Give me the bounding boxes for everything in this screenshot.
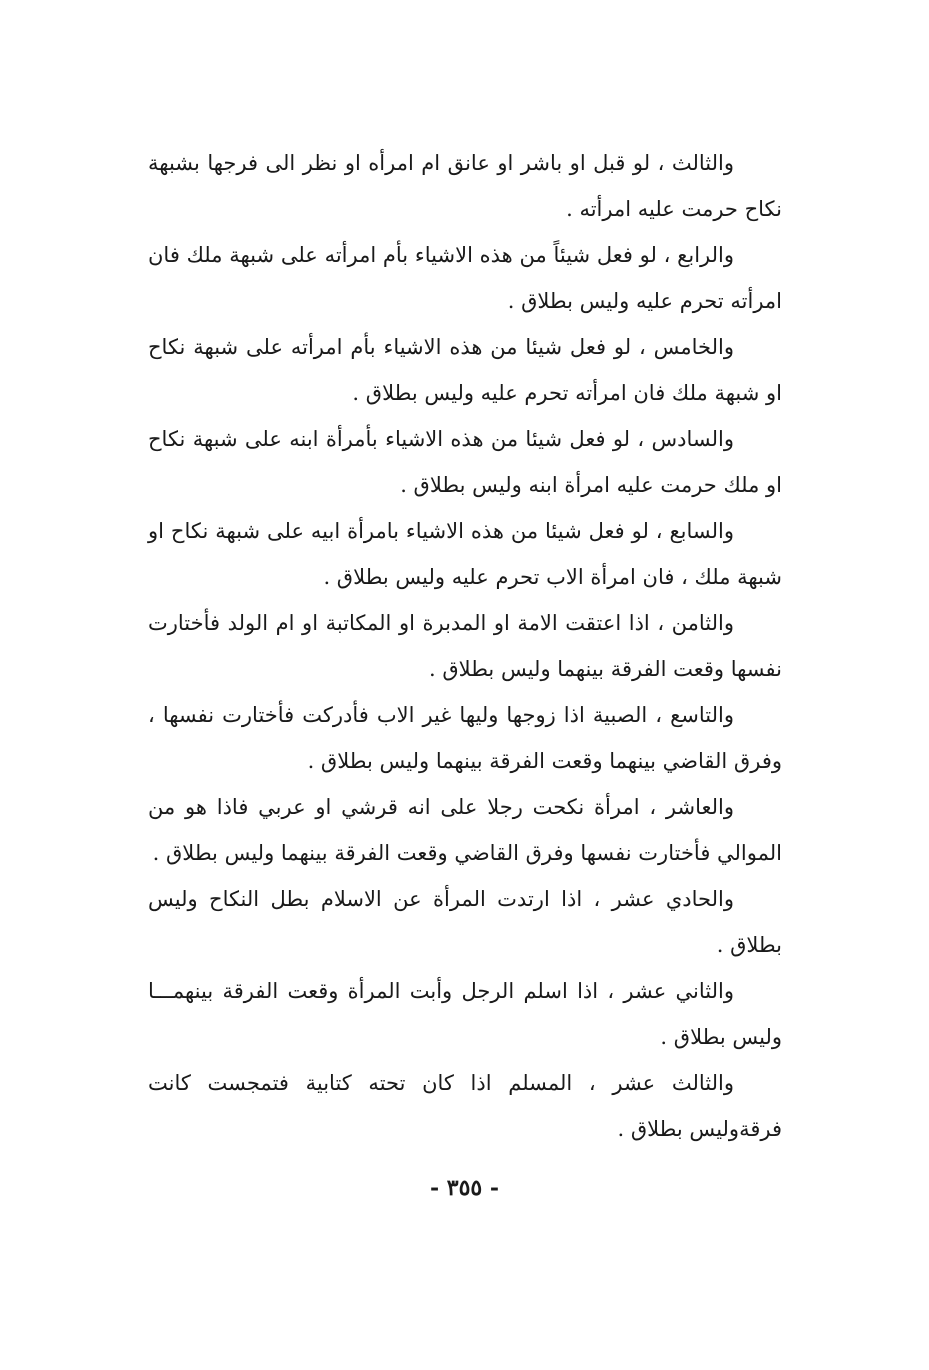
paragraph-ninth: والتاسع ، الصبية اذا زوجها وليها غير الاب فأدركت فأختارت نفسها ، وفرق القاضي بينهما وقعت الفرقة بينهما وليس بطلاق . [148, 703, 782, 773]
paragraph-sixth: والسادس ، لو فعل شيئا من هذه الاشياء بأمرأة ابنه على شبهة نكاح او ملك حرمت عليه امرأة ابنه وليس بطلاق . [148, 427, 782, 497]
paragraph-third: والثالث ، لو قبل او باشر او عانق ام امرأه او نظر الى فرجها بشبهة نكاح حرمت عليه امرأته . [148, 151, 782, 221]
paragraph-tenth: والعاشر ، امرأة نكحت رجلا على انه قرشي او عربي فاذا هو من الموالي فأختارت نفسها وفرق القاضي وقعت الفرقة بينهما وليس بطلاق . [148, 795, 782, 865]
paragraph-eighth: والثامن ، اذا اعتقت الامة او المدبرة او المكاتبة او ام الولد فأختارت نفسها وقعت الفرقة بينهما وليس بطلاق . [148, 611, 782, 681]
paragraph-eleventh: والحادي عشر ، اذا ارتدت المرأة عن الاسلام بطل النكاح وليس بطلاق . [148, 887, 782, 957]
page-number: - ٣٥٥ - [429, 1175, 500, 1201]
body-text [148, 140, 782, 1152]
paragraph-fourth: والرابع ، لو فعل شيئاً من هذه الاشياء بأم امرأته على شبهة ملك فان امرأته تحرم عليه وليس بطلاق . [148, 243, 782, 313]
paragraph-thirteenth: والثالث عشر ، المسلم اذا كان تحته كتابية فتمجست كانت فرقةوليس بطلاق . [148, 1071, 782, 1141]
paragraph-fifth: والخامس ، لو فعل شيئا من هذه الاشياء بأم امرأته على شبهة نكاح او شبهة ملك فان امرأته تحرم عليه وليس بطلاق . [148, 335, 782, 405]
paragraph-seventh: والسابع ، لو فعل شيئا من هذه الاشياء بامرأة ابيه على شبهة نكاح او شبهة ملك ، فان امرأة الاب تحرم عليه وليس بطلاق . [148, 519, 782, 589]
paragraph-twelfth: والثاني عشر ، اذا اسلم الرجل وأبت المرأة وقعت الفرقة بينهمـــا وليس بطلاق . [148, 979, 782, 1049]
